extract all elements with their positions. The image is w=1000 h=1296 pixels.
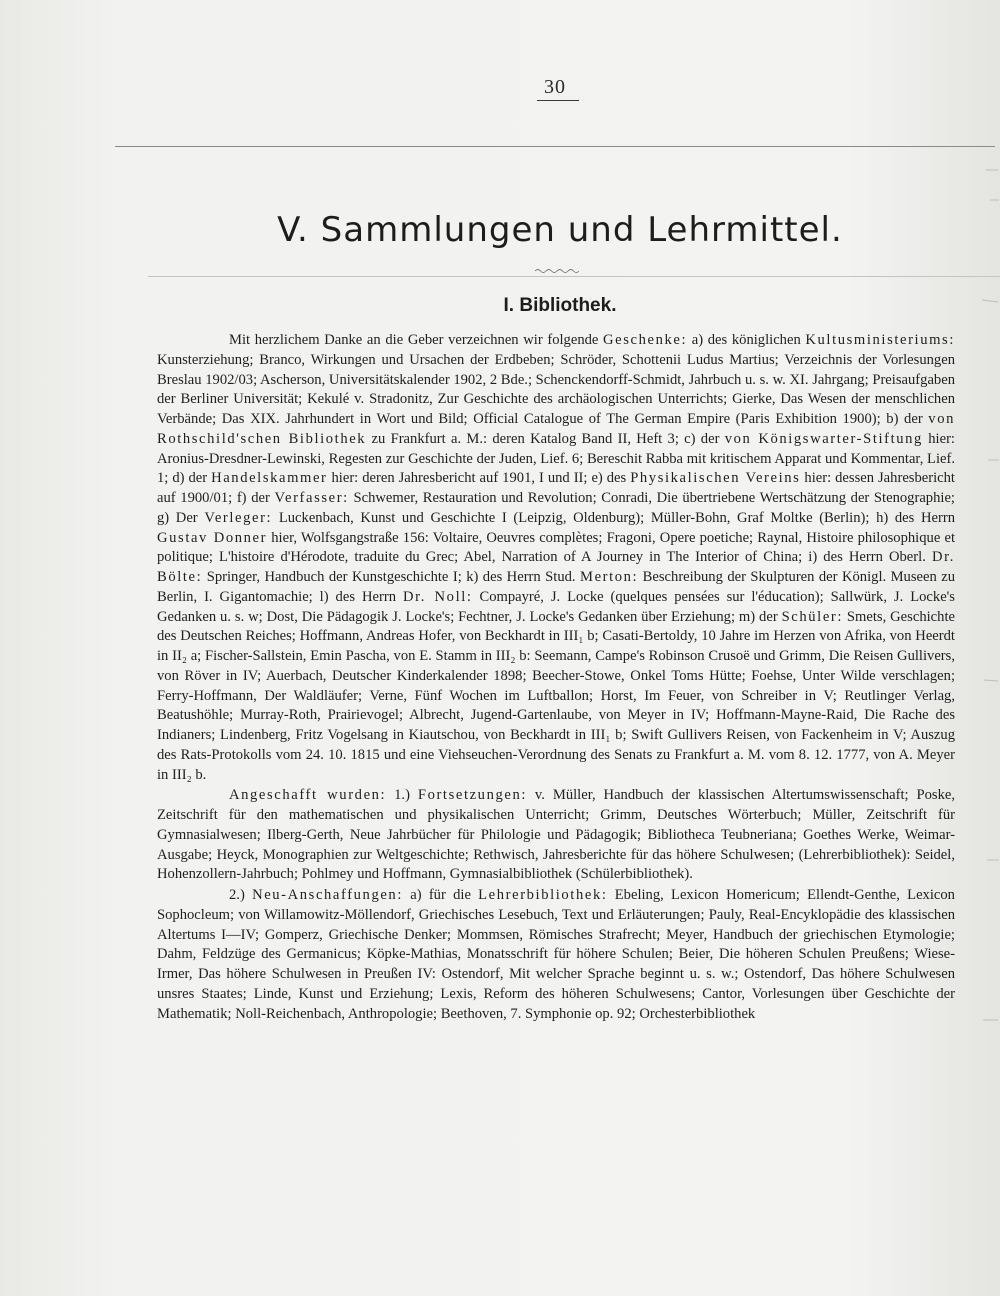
header-rule bbox=[115, 146, 995, 147]
paragraph-gifts: Mit herzlichem Danke an die Geber verzeichnen wir folgende Geschenke: a) des königlichen Kultusministeriums: Kunsterziehung; Branco, Wirkungen und Ursachen der Erdbeben; Schröder, Schottenii Ludus Martius; Verzeichnis der Vorlesungen Breslau 1902/03; Ascherson, Universitätskalender 1902, 2 Bde.; Schenckendorff-Schmidt, Jahrbuch u. s. w. XI. Jahrgang; Preisaufgaben der Berliner Universität; Kekulé v. Stradonitz, Zur Geschichte des archäologischen Unterrichts; Gierke, Das Wesen der menschlichen Verbände; Das XIX. Jahrhundert in Wort und Bild; Official Catalogue of The German Empire (Paris Exhibition 1900); b) der von Rothschild'schen Bibliothek zu Frankfurt a. M.: deren Katalog Band II, Heft 3; c) der von Königswarter-Stiftung hier: Aronius-Dresdner-Lewinski, Regesten zur Geschichte der Juden, Lief. 6; Bereschit Rabba mit kritischem Apparat und Kommentar, Lief. 1; d) der Handelskammer hier: deren Jahresbericht auf 1901, I und II; e) des Physikalischen Vereins hier: dessen Jahresbericht auf 1900/01; f) der Verfasser: Schwemer, Restauration und Revolution; Conradi, Die übertriebene Wertschätzung der Stenographie; g) Der Verleger: Luckenbach, Kunst und Geschichte I (Leipzig, Oldenburg); Müller-Bohn, Graf Moltke (Berlin); h) des Herrn Gustav Donner hier, Wolfsgangstraße 156: Voltaire, Oeuvres complètes; Fragoni, Opere poetiche; Raynal, Histoire philosophique et politique; L'histoire d'Hérodote, traduite du Grec; Abel, Narration of A Journey in The Interior of China; i) des Herrn Oberl. Dr. Bölte: Springer, Handbuch der Kunstgeschichte I; k) des Herrn Stud. Merton: Beschreibung der Skulpturen der Königl. Museen zu Berlin, I. Gigantomachie; l) des Herrn Dr. Noll: Compayré, J. Locke (quelques pensées sur l'éducation); Sallwürk, J. Locke's Gedanken u. s. w; Dost, Die Pädagogik J. Locke's; Fechtner, J. Locke's Gedanken über Erziehung; m) der Schüler: Smets, Geschichte des Deutschen Reiches; Hoffmann, Andreas Hofer, von Beckhardt in III₁ b; Casati-Bertoldy, 10 Jahre im Herzen von Afrika, von Heerdt in II₂ a; Fischer-Sallstein, Emin Pascha, von E. Stamm in III₂ b: Seemann, Campe's Robinson Crusoë und Grimm, Die Reisen Gullivers, von Röver in IV; Auerbach, Deutscher Kinderkalender 1898; Beecher-Stowe, Onkel Toms Hütte; Foehse, Unter Wilde verschlagen; Ferry-Hoffmann, Der Waldläufer; Verne, Fünf Wochen im Luftballon; Horst, Im Feuer, von Schreiber in V; Reutlinger Verlag, Beatushöhle; Murray-Roth, Prairievogel; Albrecht, Jugend-Gartenlaube, von Meyer in IV; Hoffmann-Mayne-Raid, Die Rache des Indianers; Lindenberg, Fritz Vogelsang in Kiautschou, von Beckhardt in III₁ b; Swift Gullivers Reisen, von Fackenheim in V; Auszug des Rats-Protokolls vom 24. 10. 1815 und eine Viehseuchen-Verordnung des Senats zu Frankfurt a. M. vom 8. 12. 1777, von A. Meyer in III₂ b. bbox=[157, 332, 956, 783]
chapter-title: V. Sammlungen und Lehrmittel. bbox=[277, 210, 843, 250]
paragraph-purchases: Angeschafft wurden: 1.) Fortsetzungen: v. Müller, Handbuch der klassischen Altertumswissenschaft; Poske, Zeitschrift für den mathematischen und physikalischen Unterricht; Grimm, Deutsches Wörterbuch; Müller, Zeitschrift für Gymnasialwesen; Ilberg-Gerth, Neue Jahrbücher für Philologie und Pädagogik; Bibliotheca Teubneriana; Goethes Werke, Weimar-Ausgabe; Heyck, Monographien zur Weltgeschichte; Rethwisch, Jahresberichte für das höhere Schulwesen; (Lehrerbibliothek): Seidel, Hohenzollern-Jahrbuch; Pohlmey und Hoffmann, Gymnasialbibliothek (Schülerbibliothek). bbox=[157, 787, 956, 883]
body-text bbox=[157, 331, 955, 1024]
section-title: I. Bibliothek. bbox=[503, 295, 617, 316]
page-number: 30 bbox=[544, 76, 566, 98]
section-divider bbox=[148, 276, 1000, 277]
page-number-underline bbox=[537, 100, 579, 101]
ornament-squiggle bbox=[535, 268, 579, 274]
paragraph-new-acquisitions: 2.) Neu-Anschaffungen: a) für die Lehrerbibliothek: Ebeling, Lexicon Homericum; Ellendt-Genthe, Lexicon Sophocleum; von Willamowitz-Möllendorf, Griechisches Lesebuch, Text und Erläuterungen; Pauly, Real-Encyklopädie des klassischen Altertums I—IV; Gomperz, Griechische Denker; Mommsen, Römisches Strafrecht; Meyer, Handbuch der griechischen Etymologie; Dahm, Feldzüge des Germanicus; Köpke-Mathias, Monatsschrift für höhere Schulen; Beier, Die höheren Schulen Preußens; Wiese-Irmer, Das höhere Schulwesen in Preußen IV: Ostendorf, Mit welcher Sprache beginnt u. s. w.; Ostendorf, Das höhere Schulwesen unsres Staates; Linde, Kunst und Erziehung; Lexis, Reform des höheren Schulwesens; Cantor, Vorlesungen über Geschichte der Mathematik; Noll-Reichenbach, Anthropologie; Beethoven, 7. Symphonie op. 92; Orchesterbibliothek bbox=[157, 887, 955, 1022]
bleed-through-marks bbox=[978, 160, 1000, 1160]
